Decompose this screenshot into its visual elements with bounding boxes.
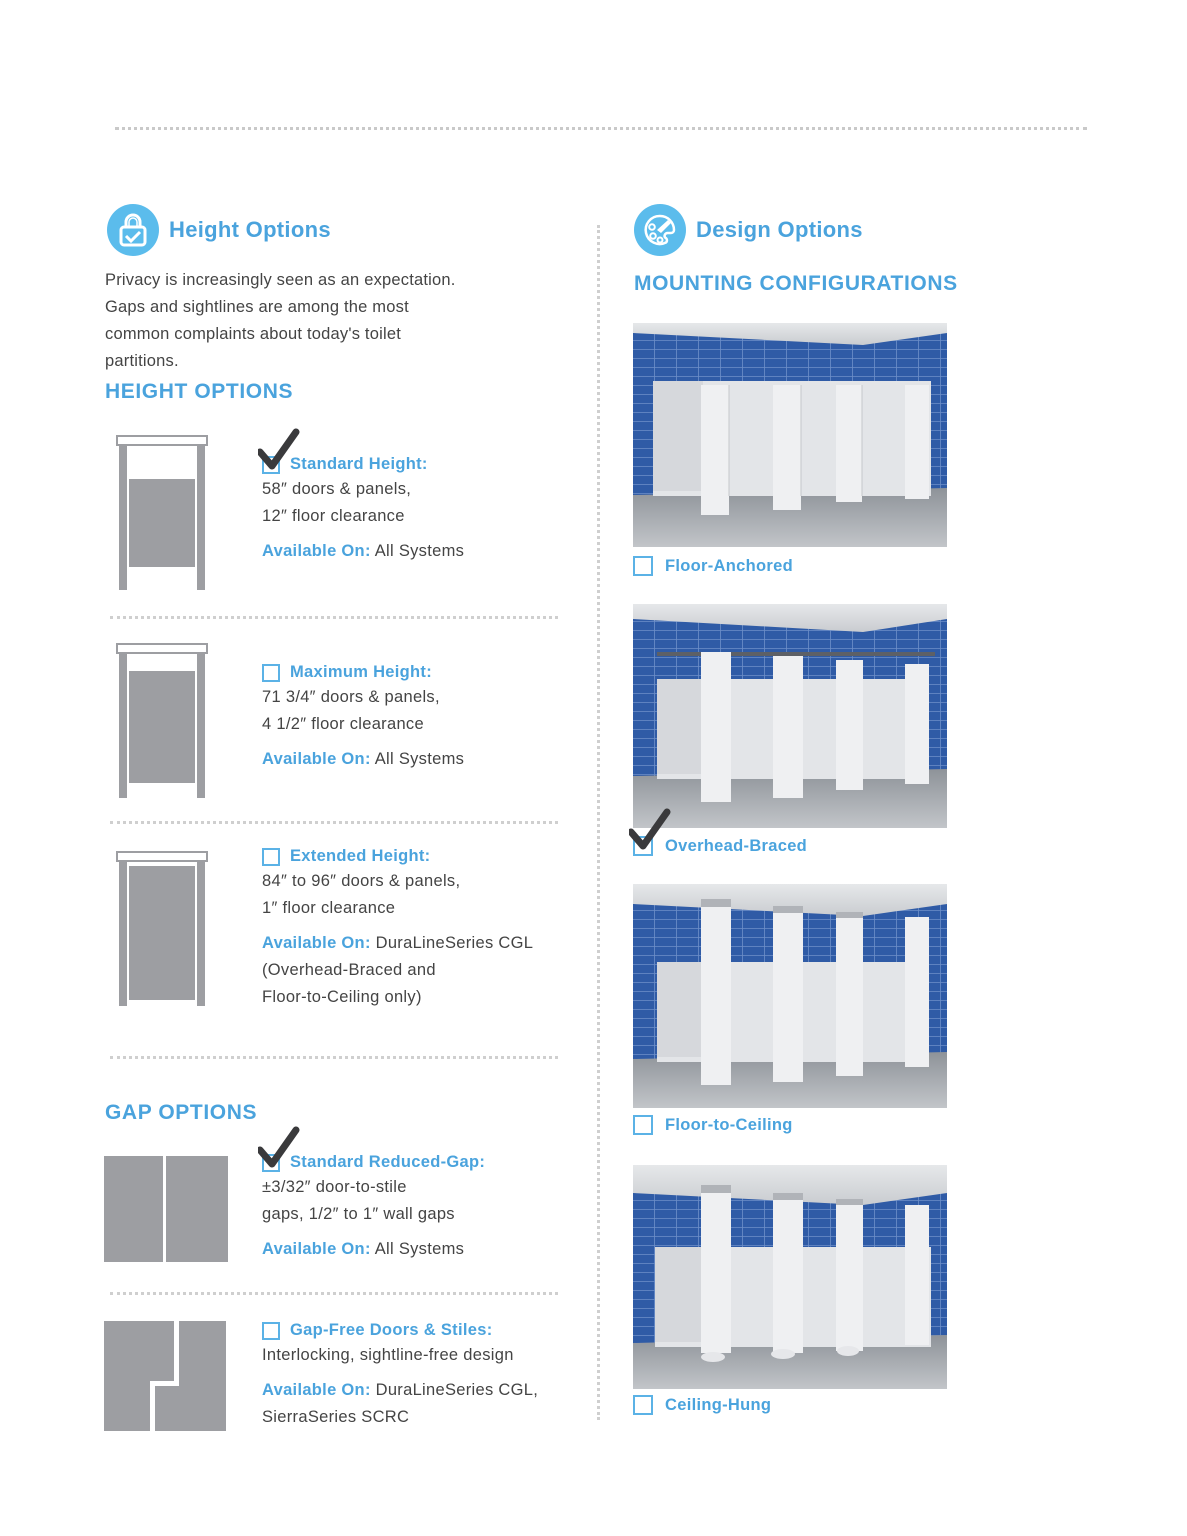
intro-line: Privacy is increasingly seen as an expectation. xyxy=(105,271,456,289)
option-title: Extended Height: xyxy=(290,847,431,865)
row-divider xyxy=(110,1292,558,1295)
option-detail: gaps, 1/2″ to 1″ wall gaps xyxy=(262,1205,455,1223)
availability-detail: SierraSeries SCRC xyxy=(262,1408,410,1426)
floor-to-ceiling-photo xyxy=(633,884,947,1108)
intro-line: common complaints about today's toilet xyxy=(105,325,401,343)
gap-options-heading: GAP OPTIONS xyxy=(105,1101,258,1124)
option-title: Gap-Free Doors & Stiles: xyxy=(290,1321,493,1339)
mounting-label: Overhead-Braced xyxy=(665,836,808,855)
option-detail: 4 1/2″ floor clearance xyxy=(262,715,424,733)
availability-detail: (Overhead-Braced and xyxy=(262,961,436,979)
option-title: Maximum Height: xyxy=(290,663,433,681)
option-detail: 84″ to 96″ doors & panels, xyxy=(262,872,461,890)
maximum-height-checkbox[interactable] xyxy=(262,664,280,682)
extended-height-checkbox[interactable] xyxy=(262,848,280,866)
gap-free-diagram xyxy=(104,1321,226,1431)
standard-gap-diagram xyxy=(104,1156,228,1262)
row-divider xyxy=(110,1056,558,1059)
overhead-braced-checkbox[interactable] xyxy=(633,836,653,856)
checkmark-icon xyxy=(629,808,673,852)
intro-line: Gaps and sightlines are among the most xyxy=(105,298,409,316)
mounting-option-floor-to-ceiling[interactable] xyxy=(633,1115,793,1135)
option-gap-free[interactable] xyxy=(262,1321,538,1431)
option-extended-height[interactable] xyxy=(262,847,533,1011)
availability: Available On: DuraLineSeries CGL xyxy=(262,934,534,952)
standard-height-checkbox[interactable] xyxy=(262,456,280,474)
gap-free-checkbox[interactable] xyxy=(262,1322,280,1340)
option-title: Standard Reduced-Gap: xyxy=(290,1153,486,1171)
lock-check-icon xyxy=(107,204,159,256)
option-detail: 12″ floor clearance xyxy=(262,507,405,525)
ceiling-hung-photo xyxy=(633,1165,947,1389)
option-detail: 1″ floor clearance xyxy=(262,899,396,917)
palette-icon xyxy=(634,204,686,256)
mounting-configurations-heading: MOUNTING CONFIGURATIONS xyxy=(634,272,958,295)
option-standard-reduced-gap[interactable] xyxy=(262,1153,485,1263)
floor-anchored-checkbox[interactable] xyxy=(633,556,653,576)
mounting-option-floor-anchored[interactable] xyxy=(633,556,793,576)
mounting-option-overhead-braced[interactable] xyxy=(633,836,807,856)
option-maximum-height[interactable] xyxy=(262,663,464,773)
floor-anchored-photo xyxy=(633,323,947,547)
mounting-option-ceiling-hung[interactable] xyxy=(633,1395,771,1415)
mounting-label: Floor-Anchored xyxy=(665,556,793,575)
overhead-braced-photo xyxy=(633,604,947,828)
option-detail: Interlocking, sightline-free design xyxy=(262,1346,514,1364)
row-divider xyxy=(110,616,558,619)
mounting-label: Floor-to-Ceiling xyxy=(665,1115,793,1134)
availability-detail: Floor-to-Ceiling only) xyxy=(262,988,422,1006)
intro-line: partitions. xyxy=(105,352,179,370)
availability: Available On: All Systems xyxy=(262,542,465,560)
standard-height-diagram xyxy=(116,435,208,591)
section-title-height: Height Options xyxy=(169,217,331,242)
option-detail: ±3/32″ door-to-stile xyxy=(262,1178,407,1196)
top-divider xyxy=(115,127,1087,130)
option-detail: 58″ doors & panels, xyxy=(262,480,412,498)
height-options-header xyxy=(107,204,331,256)
column-divider xyxy=(597,225,600,1420)
design-options-header xyxy=(634,204,863,256)
floor-to-ceiling-checkbox[interactable] xyxy=(633,1115,653,1135)
extended-height-diagram xyxy=(116,851,208,1007)
intro-paragraph xyxy=(105,267,525,375)
availability: Available On: DuraLineSeries CGL, xyxy=(262,1381,539,1399)
option-title: Standard Height: xyxy=(290,455,428,473)
availability: Available On: All Systems xyxy=(262,750,465,768)
ceiling-hung-checkbox[interactable] xyxy=(633,1395,653,1415)
height-options-heading: HEIGHT OPTIONS xyxy=(105,380,294,403)
maximum-height-diagram xyxy=(116,643,208,799)
standard-reduced-gap-checkbox[interactable] xyxy=(262,1154,280,1172)
option-detail: 71 3/4″ doors & panels, xyxy=(262,688,440,706)
availability: Available On: All Systems xyxy=(262,1240,465,1258)
option-standard-height[interactable] xyxy=(262,455,464,565)
mounting-label: Ceiling-Hung xyxy=(665,1395,772,1414)
checkmark-icon xyxy=(258,1126,302,1170)
section-title-design: Design Options xyxy=(696,217,863,242)
checkmark-icon xyxy=(258,428,302,472)
row-divider xyxy=(110,821,558,824)
